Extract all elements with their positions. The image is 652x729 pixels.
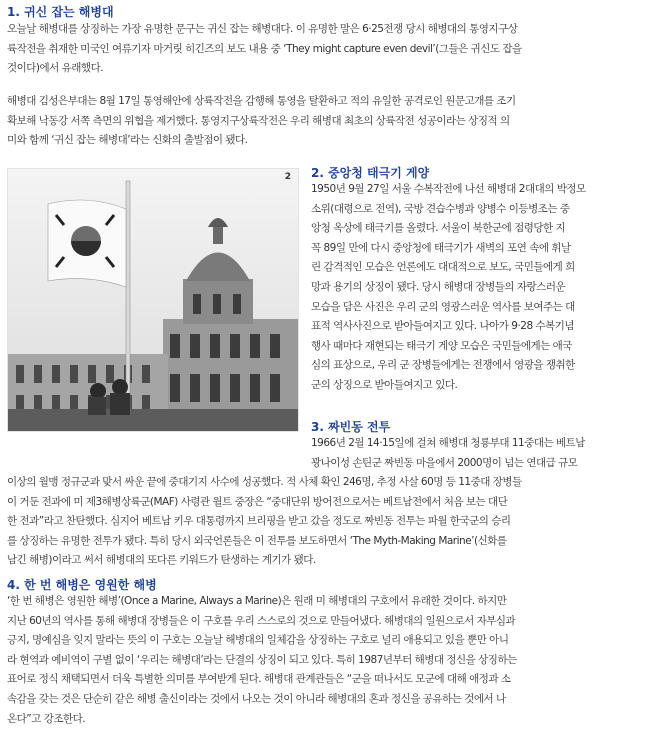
section-1-body <box>7 20 648 79</box>
section-1-body-2 <box>7 92 648 151</box>
body-line: 확보해 낙동강 서쪽 측면의 위협을 제거했다. 통영지구상륙작전은 우리 해병대 최초의 상륙작전 성공이라는 상징적 의 <box>7 114 510 127</box>
body-line: 1966년 2월 14·15일에 걸쳐 해병대 청룡부대 11중대는 베트남 <box>311 437 585 449</box>
section-2-heading: 2. 중앙청 태극기 게양 <box>311 166 430 180</box>
body-line: 모습을 담은 사진은 우리 군의 영광스러운 역사를 보여주는 대 <box>311 300 575 313</box>
section-3-body-narrow <box>311 434 648 473</box>
body-line: 해병대 김성은부대는 8월 17일 통영해안에 상륙작전을 감행해 통영을 탈환하고 적의 유일한 공격로인 원문고개를 조기 <box>7 95 516 107</box>
section-4-body <box>7 592 648 729</box>
body-line: 를 상징하는 유명한 전투가 됐다. 특히 당시 외국언론들은 이 전투를 보도하면서 ‘The Myth-Making Marine’(신화를 <box>7 534 507 547</box>
body-line: 행사 때마다 재현되는 태극기 게양 모습은 국민들에게는 애국 <box>311 339 572 352</box>
body-line: 온다”고 강조한다. <box>7 712 86 725</box>
section-2-body <box>311 180 648 396</box>
body-line: 군의 상징으로 받아들여지고 있다. <box>311 378 458 391</box>
body-line: 표적 역사사진으로 받아들여지고 있다. 나아가 9·28 수복기념 <box>311 320 575 333</box>
section-3-body <box>7 473 648 571</box>
body-line: 한 전과”라고 찬탄했다. 심지어 베트남 키우 대통령까지 브리핑을 받고 갔을 정도로 짜빈동 전투는 파월 한국군의 승리 <box>7 515 511 528</box>
body-line: 소위(대령으로 전역), 국방 견습수병과 양병수 이등병조는 중 <box>311 202 570 215</box>
section-4-heading: 4. 한 번 해병은 영원한 해병 <box>7 578 157 592</box>
body-line: 표어로 정식 채택되면서 더욱 특별한 의미를 부여받게 된다. 해병대 관계관들은 “군을 떠나서도 모군에 대해 애정과 소 <box>7 673 511 686</box>
section-1-heading: 1. 귀신 잡는 해병대 <box>7 5 114 19</box>
body-line: 꼭 89일 만에 다시 중앙청에 태극기가 새벽의 포연 속에 휘날 <box>311 241 571 254</box>
body-line: 륙작전을 취재한 미국인 여류기자 마거릿 히긴즈의 보도 내용 중 ‘They might capture even devil’(그들은 귀신도 잡을 <box>7 42 522 55</box>
body-line: 린 감격적인 모습은 언론에도 대대적으로 보도, 국민들에게 희 <box>311 261 575 274</box>
body-line: 남긴 해병)이라고 써서 해병대의 또다른 키워드가 탄생하는 계기가 됐다. <box>7 554 316 567</box>
body-line: 망과 용기의 상징이 됐다. 당시 해병대 장병들의 자랑스러운 <box>311 280 566 293</box>
flag-raising-photo <box>7 168 299 432</box>
body-line: 오늘날 해병대를 상징하는 가장 유명한 문구는 귀신 잡는 해병대다. 이 유명한 말은 6·25전쟁 당시 해병대의 통영지구상 <box>7 23 518 35</box>
section-3-heading: 3. 짜빈동 전투 <box>311 420 391 434</box>
photo-number: 2 <box>284 172 291 182</box>
body-line: 속감을 갖는 것은 단순히 같은 해병 출신이라는 것에서 나오는 것이 아니라 해병대의 혼과 정신을 공유하는 것에서 나 <box>7 692 506 705</box>
capitol-building-illustration <box>8 169 299 432</box>
body-line: 1950년 9월 27일 서울 수복작전에 나선 해병대 2대대의 박정모 <box>311 183 586 195</box>
body-line: 라 현역과 예비역이 구별 없이 ‘우리는 해병대’라는 단결의 상징이 되고 있다. 특히 1987년부터 해병대 정신을 상징하는 <box>7 653 517 666</box>
body-line: 미와 함께 ‘귀신 잡는 해병대’라는 신화의 출발점이 됐다. <box>7 134 248 147</box>
body-line: 것이다)에서 유래했다. <box>7 62 104 75</box>
body-line: 이 거둔 전과에 미 제3해병상륙군(MAF) 사령관 월트 중장은 “중대단위 방어전으로서는 베트남전에서 처음 보는 대단 <box>7 495 508 508</box>
body-line: 심의 표상으로, 우리 군 장병들에게는 전쟁에서 영광을 쟁취한 <box>311 359 575 372</box>
body-line: 긍지, 명예심을 잊지 말라는 뜻의 이 구호는 오늘날 해병대의 일체감을 상징하는 구호로 널리 애용되고 있을 뿐만 아니 <box>7 634 509 647</box>
body-line: 꽝나이성 손틴군 짜빈동 마을에서 2000명이 넘는 연대급 규모 <box>311 456 578 469</box>
body-line: 앙청 옥상에 태극기를 올렸다. 서울이 북한군에 점령당한 지 <box>311 222 566 235</box>
body-line: ‘한 번 해병은 영원한 해병’(Once a Marine, Always a Marine)은 원래 미 해병대의 구호에서 유래한 것이다. 하지만 <box>7 595 507 607</box>
body-line: 지난 60년의 역사를 통해 해병대 장병들은 이 구호를 우리 스스로의 것으로 만들어냈다. 해병대의 일원으로서 자부심과 <box>7 614 516 627</box>
body-line: 이상의 월맹 정규군과 맞서 싸운 끝에 중대기지 사수에 성공했다. 적 사체 확인 246명, 추정 사살 60명 등 11중대 장병들 <box>7 476 522 488</box>
